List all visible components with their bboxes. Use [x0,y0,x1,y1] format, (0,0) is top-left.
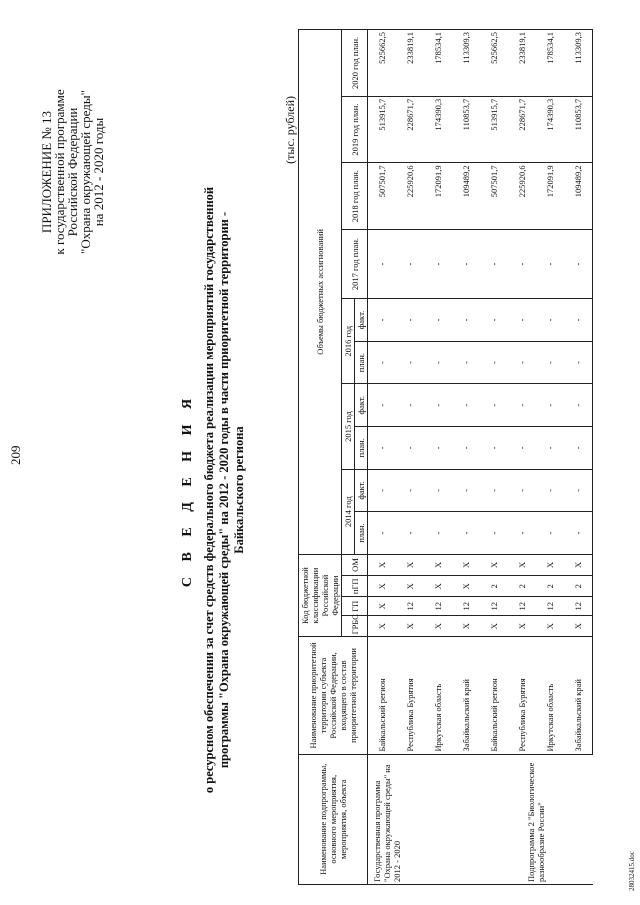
value-cell: 174390,3 [424,96,452,163]
value-cell: - [480,512,508,555]
value-cell: - [424,341,452,384]
value-cell: - [564,512,593,555]
header-code-group: Код бюджетной классификации Российской Федерации [299,554,342,637]
grbs-cell: Х [480,616,508,637]
header-plan: план. [355,341,368,384]
om-cell: Х [452,554,480,575]
value-cell: - [452,229,480,298]
grbs-cell: Х [452,616,480,637]
om-cell: Х [536,554,564,575]
header-fact: факт. [355,299,368,342]
gp-cell: 12 [424,597,452,616]
pgp-cell: 2 [536,576,564,597]
value-cell: - [480,426,508,469]
value-cell: 233819,1 [508,30,536,97]
header-2015: 2015 год [342,384,355,469]
value-cell: - [368,341,397,384]
territory-cell: Забайкальский край [452,637,480,754]
header-2020: 2020 год план. [342,30,368,97]
territory-cell: Байкальский регион [368,637,397,754]
subtitle-line: о ресурсном обеспечении за счет средств федерального бюджета реализации мероприятий государственной [202,186,216,794]
territory-cell: Забайкальский край [564,637,593,754]
territory-cell: Байкальский регион [480,637,508,754]
territory-cell: Иркутская область [536,637,564,754]
value-cell: - [508,229,536,298]
grbs-cell: Х [508,616,536,637]
value-cell: - [368,229,397,298]
value-cell: - [396,469,424,512]
header-gp: ГП [342,597,368,616]
page-number: 209 [8,445,23,465]
territory-cell: Иркутская область [424,637,452,754]
value-cell: 513915,7 [368,96,397,163]
value-cell: 110853,7 [452,96,480,163]
group-name: Подпрограмма 2 "Биологическое разнообразие России" [480,754,593,884]
title-block [180,145,247,835]
gp-cell: 12 [536,597,564,616]
value-cell: - [368,426,397,469]
value-cell: - [536,384,564,427]
grbs-cell: Х [424,616,452,637]
header-2019: 2019 год план. [342,96,368,163]
value-cell: - [452,512,480,555]
value-cell: - [536,229,564,298]
header-grbs: ГРБС [342,616,368,637]
pgp-cell: 2 [480,576,508,597]
value-cell: 113309,3 [452,30,480,97]
value-cell: 172091,9 [424,163,452,230]
value-cell: - [452,426,480,469]
resource-table [298,29,593,885]
subtitle-line: программы "Охрана окружающей среды" на 2012 - 2020 годы в части приоритетной территории - [217,211,231,769]
header-fact: факт. [355,469,368,512]
grbs-cell: Х [564,616,593,637]
subtitle-line: Байкальского региона [232,426,246,554]
table-header [299,30,368,885]
appendix-line: на 2012 - 2020 годы [91,117,106,227]
value-cell: 174390,3 [536,96,564,163]
value-cell: 178534,1 [424,30,452,97]
value-cell: 513915,7 [480,96,508,163]
header-om: ОМ [342,554,368,575]
value-cell: - [480,469,508,512]
value-cell: - [508,512,536,555]
value-cell: 228671,7 [396,96,424,163]
value-cell: - [508,426,536,469]
value-cell: - [480,229,508,298]
value-cell: - [508,469,536,512]
territory-cell: Республика Бурятия [508,637,536,754]
header-2018: 2018 год план. [342,163,368,230]
value-cell: - [396,229,424,298]
value-cell: - [368,512,397,555]
value-cell: 172091,9 [536,163,564,230]
header-pgp: пГП [342,576,368,597]
value-cell: 109489,2 [452,163,480,230]
value-cell: - [508,341,536,384]
value-cell: - [564,384,593,427]
header-name: Наименование подпрограммы, основного мероприятия, мероприятия, объекта [299,754,368,884]
value-cell: - [480,384,508,427]
gp-cell: 12 [396,597,424,616]
value-cell: 178534,1 [536,30,564,97]
om-cell: Х [508,554,536,575]
value-cell: 525662,5 [480,30,508,97]
appendix-line: ПРИЛОЖЕНИЕ № 13 [39,110,54,234]
header-2017: 2017 год план. [342,229,368,298]
value-cell: - [564,229,593,298]
value-cell: - [564,341,593,384]
value-cell: 507501,7 [480,163,508,230]
gp-cell: 12 [452,597,480,616]
value-cell: - [480,341,508,384]
value-cell: - [452,469,480,512]
value-cell: 233819,1 [396,30,424,97]
appendix-line: к государственной программе [52,89,67,255]
grbs-cell: Х [396,616,424,637]
value-cell: - [452,341,480,384]
value-cell: - [424,512,452,555]
value-cell: - [564,299,593,342]
gp-cell: Х [368,597,397,616]
value-cell: 113309,3 [564,30,593,97]
grbs-cell: Х [368,616,397,637]
value-cell: 225920,6 [396,163,424,230]
value-cell: - [424,299,452,342]
gp-cell: 12 [480,597,508,616]
value-cell: - [424,229,452,298]
header-fact: факт. [355,384,368,427]
territory-cell: Республика Бурятия [396,637,424,754]
value-cell: - [424,426,452,469]
value-cell: - [368,469,397,512]
gp-cell: 12 [564,597,593,616]
value-cell: - [396,299,424,342]
value-cell: - [424,469,452,512]
value-cell: 228671,7 [508,96,536,163]
value-cell: - [396,512,424,555]
header-plan: план. [355,512,368,555]
om-cell: Х [480,554,508,575]
table-body [368,30,593,885]
pgp-cell: 2 [564,576,593,597]
om-cell: Х [396,554,424,575]
value-cell: 507501,7 [368,163,397,230]
header-plan: план. [355,426,368,469]
header-2014: 2014 год [342,469,355,554]
units-label: (тыс. рублей) [283,96,297,164]
value-cell: - [452,299,480,342]
document-title: С В Е Д Е Н И Я [180,392,195,588]
footer-filename: 28032415.doc [628,851,636,891]
value-cell: - [536,469,564,512]
value-cell: - [396,384,424,427]
value-cell: - [536,426,564,469]
header-2016: 2016 год [342,299,355,384]
om-cell: Х [564,554,593,575]
value-cell: - [536,299,564,342]
appendix-line: Российской Федерации [65,107,80,237]
pgp-cell: Х [396,576,424,597]
group-name: Государственная программа "Охрана окружающей среды" на 2012 - 2020 [368,754,481,884]
pgp-cell: Х [368,576,397,597]
value-cell: - [396,426,424,469]
value-cell: - [564,426,593,469]
value-cell: - [564,469,593,512]
value-cell: - [536,341,564,384]
value-cell: - [536,512,564,555]
grbs-cell: Х [536,616,564,637]
value-cell: - [480,299,508,342]
gp-cell: 12 [508,597,536,616]
value-cell: 110853,7 [564,96,593,163]
pgp-cell: Х [424,576,452,597]
om-cell: Х [424,554,452,575]
value-cell: 225920,6 [508,163,536,230]
appendix-line: "Охрана окружающей среды" [78,90,93,254]
value-cell: 525662,5 [368,30,397,97]
om-cell: Х [368,554,397,575]
pgp-cell: 2 [508,576,536,597]
header-territory: Наименование приоритетной территории субъекта Российской Федерации, входящего в состав приоритетной территории [299,637,368,754]
value-cell: - [368,384,397,427]
appendix-block [40,22,105,322]
document-subtitle [202,145,247,835]
table-row [480,30,508,885]
value-cell: - [508,299,536,342]
value-cell: - [452,384,480,427]
header-volumes: Объемы бюджетных ассигнований [299,30,342,555]
value-cell: 109489,2 [564,163,593,230]
table-row [368,30,397,885]
value-cell: - [396,341,424,384]
value-cell: - [508,384,536,427]
value-cell: - [368,299,397,342]
pgp-cell: Х [452,576,480,597]
value-cell: - [424,384,452,427]
